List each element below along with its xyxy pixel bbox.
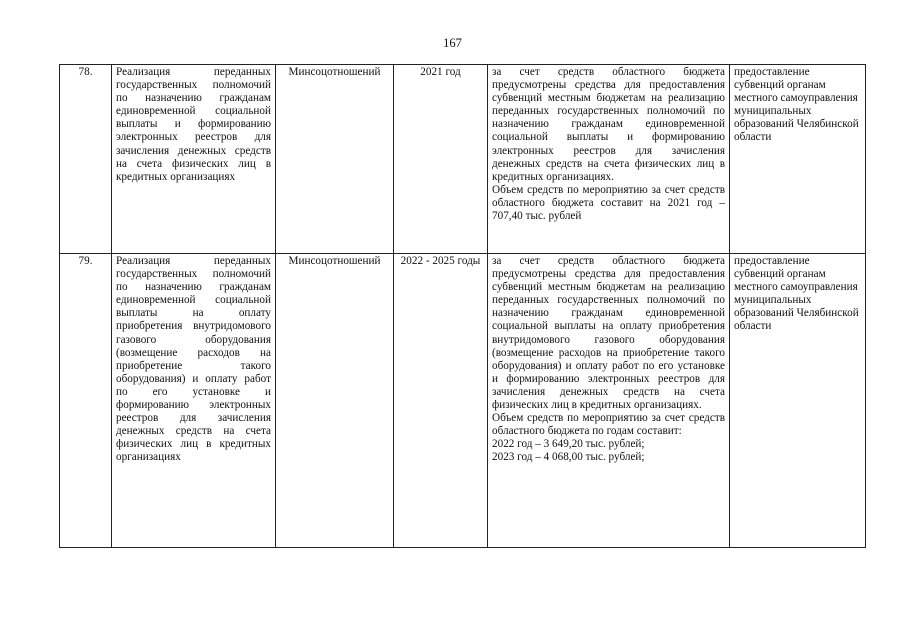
row-number: 79.: [60, 254, 112, 548]
description-text: за счет средств областного бюджета предусмотрены средства для предоставления субвенций местным бюджетам на реализацию переданных государственных полномочий по назначению гражданам единовременной социальной выплаты на оплату приобретения внутридомового газового оборудования (возмещение расходов на приобретение такого оборудования) и оплату работ по его установке и формированию электронных реестров для зачисления денежных средств на счета физических лиц в кредитных организациях.: [492, 255, 725, 412]
page-number: 167: [443, 36, 462, 50]
measure-description: [488, 254, 730, 548]
table-row: [60, 65, 866, 254]
table-row: [60, 254, 866, 548]
executor: Минсоцотношений: [276, 65, 394, 254]
funding-line: 2022 год – 3 649,20 тыс. рублей;: [492, 438, 645, 451]
funding-line: Объем средств по мероприятию за счет средств областного бюджета составит на 2021 год – 707,40 тыс. рублей: [492, 183, 725, 223]
row-number: 78.: [60, 65, 112, 254]
measure-name: Реализация переданных государственных полномочий по назначению гражданам единовременной социальной выплаты и формированию электронных реестров для зачисления денежных средств на счета физических лиц в кредитных организациях: [112, 65, 276, 254]
funding-line: Объем средств по мероприятию за счет средств областного бюджета по годам составит:: [492, 412, 725, 438]
measures-table: [59, 64, 866, 548]
measure-name: Реализация переданных государственных полномочий по назначению гражданам единовременной социальной выплаты на оплату приобретения внутридомового газового оборудования (возмещение расходов на приобретение такого оборудования) и оплату работ по его установке и формированию электронных реестров для зачисления денежных средств на счета физических лиц в кредитных организациях: [112, 254, 276, 548]
funding-line: 2023 год – 4 068,00 тыс. рублей;: [492, 451, 645, 464]
executor: Минсоцотношений: [276, 254, 394, 548]
period: 2021 год: [394, 65, 488, 254]
measure-description: [488, 65, 730, 254]
description-text: за счет средств областного бюджета предусмотрены средства для предоставления субвенций местным бюджетам на реализацию переданных государственных полномочий по назначению гражданам единовременной социальной выплаты и формированию электронных реестров для зачисления денежных средств на счета физических лиц в кредитных организациях.: [492, 66, 725, 183]
expected-result: предоставление субвенций органам местного самоуправления муниципальных образований Челябинской области: [730, 65, 866, 254]
period: 2022 - 2025 годы: [394, 254, 488, 548]
expected-result: предоставление субвенций органам местного самоуправления муниципальных образований Челябинской области: [730, 254, 866, 548]
